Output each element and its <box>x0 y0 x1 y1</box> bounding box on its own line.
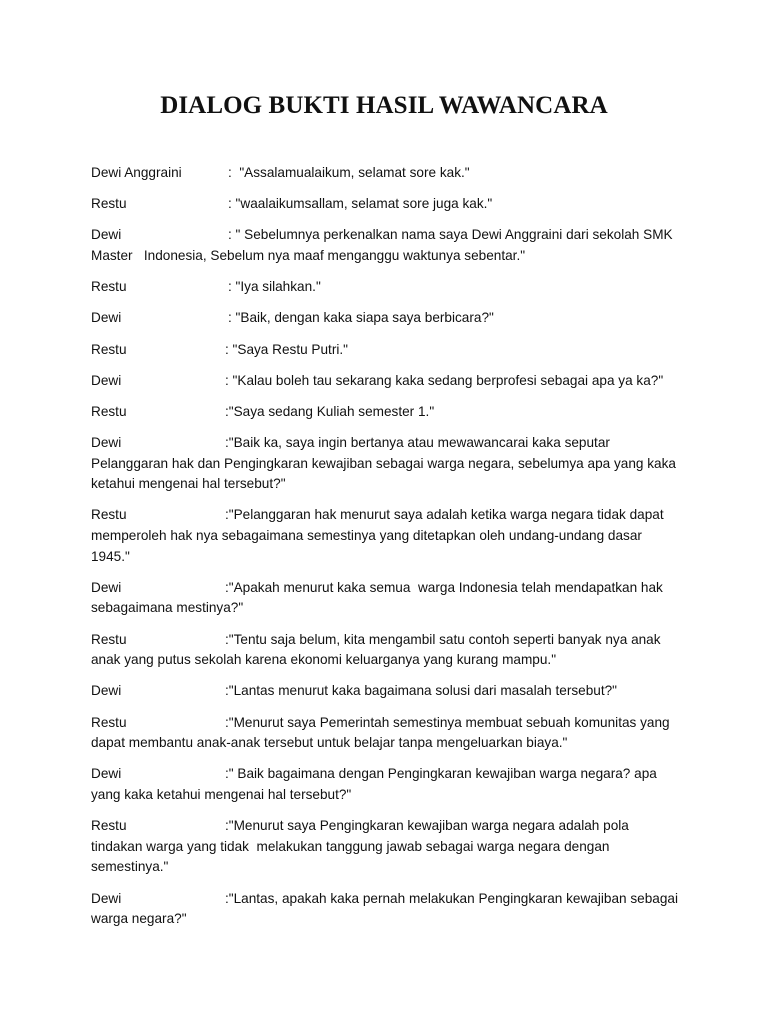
utterance-text: :" Baik bagaimana dengan Pengingkaran kewajiban warga negara? apa yang kaka ketahui mengenai hal tersebut?" <box>91 766 661 802</box>
speaker-name: Restu <box>91 714 127 730</box>
dialog-turn <box>91 340 681 361</box>
utterance-text: :"Tentu saja belum, kita mengambil satu contoh seperti banyak nya anak anak yang putus sekolah karena ekonomi keluarganya yang kurang mampu." <box>91 631 665 668</box>
dialog-turn <box>91 225 681 266</box>
dialog-turn <box>91 277 681 298</box>
dialog-turn <box>91 433 681 495</box>
speaker-name: Restu <box>91 341 127 357</box>
dialog-turn <box>91 371 681 392</box>
dialog-turn <box>91 505 681 567</box>
utterance-text: : "Saya Restu Putri." <box>225 341 348 357</box>
dialog-turn <box>91 764 681 805</box>
utterance-text: :"Baik ka, saya ingin bertanya atau mewawancarai kaka seputar Pelanggaran hak dan Pengingkaran kewajiban sebagai warga negara, sebelumya apa yang kaka ketahui mengenai hal tersebut?" <box>91 435 680 492</box>
speaker-name: Restu <box>91 818 127 834</box>
dialog-turn <box>91 402 681 423</box>
speaker-name: Restu <box>91 279 127 295</box>
dialog-turn <box>91 630 681 671</box>
dialog-turn <box>91 578 681 619</box>
dialog-turn <box>91 681 681 702</box>
utterance-text: :"Lantas menurut kaka bagaimana solusi dari masalah tersebut?" <box>225 683 618 699</box>
utterance-text: :"Menurut saya Pengingkaran kewajiban warga negara adalah pola tindakan warga yang tidak melakukan tanggung jawab sebagai warga negara dengan semestinya." <box>91 818 633 875</box>
utterance-text: : " Sebelumnya perkenalkan nama saya Dewi Anggraini dari sekolah SMK Master Indonesia, Sebelum nya maaf menganggu waktunya sebentar." <box>91 227 677 263</box>
speaker-name: Dewi <box>91 766 122 782</box>
speaker-name: Restu <box>91 403 127 419</box>
utterance-text: : "Baik, dengan kaka siapa saya berbicara?" <box>228 310 494 326</box>
utterance-text: :"Saya sedang Kuliah semester 1." <box>225 403 435 419</box>
speaker-name: Restu <box>91 631 127 647</box>
document-title: DIALOG BUKTI HASIL WAWANCARA <box>160 92 608 119</box>
speaker-name: Dewi <box>91 890 122 906</box>
utterance-text: :"Pelanggaran hak menurut saya adalah ketika warga negara tidak dapat memperoleh hak nya sebagaimana semestinya yang ditetapkan oleh undang-undang dasar 1945." <box>91 507 668 564</box>
utterance-text: :"Apakah menurut kaka semua warga Indonesia telah mendapatkan hak sebagaimana mestinya?" <box>91 579 667 616</box>
speaker-name: Dewi <box>91 683 122 699</box>
utterance-text: :"Lantas, apakah kaka pernah melakukan Pengingkaran kewajiban sebagai warga negara?" <box>91 890 682 927</box>
speaker-name: Dewi <box>91 579 122 595</box>
speaker-name: Dewi <box>91 435 122 451</box>
dialog-turn <box>91 889 681 930</box>
dialog-turn <box>91 308 681 329</box>
utterance-text: : "Assalamualaikum, selamat sore kak." <box>228 165 470 180</box>
speaker-name: Dewi Anggraini <box>91 165 182 180</box>
utterance-text: : "Iya silahkan." <box>228 279 321 295</box>
utterance-text: : "waalaikumsallam, selamat sore juga kak." <box>228 196 493 212</box>
dialog-turn <box>91 194 681 215</box>
speaker-name: Dewi <box>91 227 122 243</box>
dialog-list <box>91 163 681 940</box>
dialog-turn <box>91 816 681 878</box>
speaker-name: Dewi <box>91 372 122 388</box>
speaker-name: Restu <box>91 196 127 212</box>
speaker-name: Restu <box>91 507 127 523</box>
dialog-turn <box>91 163 681 184</box>
utterance-text: :"Menurut saya Pemerintah semestinya membuat sebuah komunitas yang dapat membantu anak-anak tersebut untuk belajar tanpa mengeluarkan biaya." <box>91 714 674 751</box>
speaker-name: Dewi <box>91 310 122 326</box>
utterance-text: : "Kalau boleh tau sekarang kaka sedang berprofesi sebagai apa ya ka?" <box>225 372 664 388</box>
dialog-turn <box>91 713 681 754</box>
